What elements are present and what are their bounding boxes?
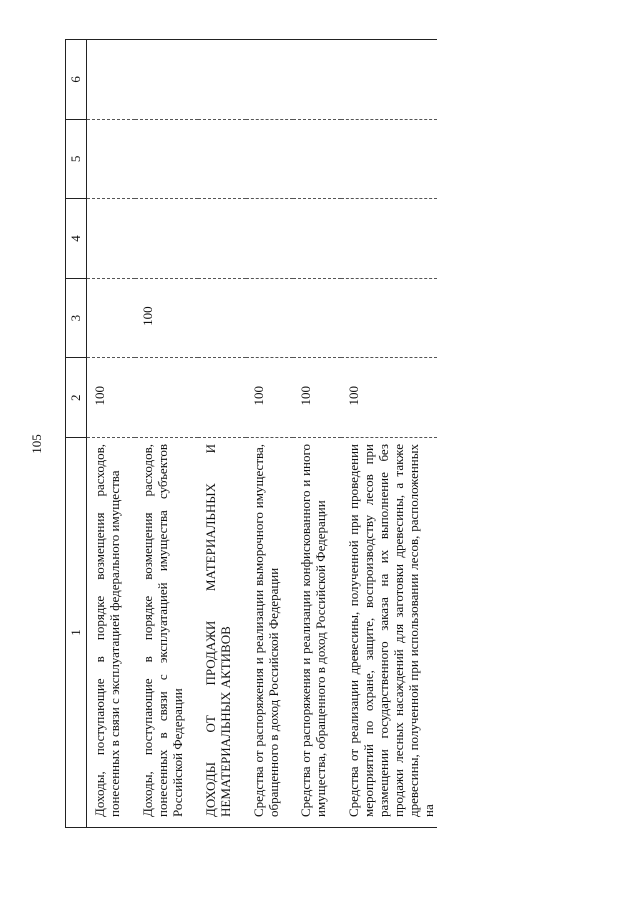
row-description: Доходы, поступающие в порядке возмещения расходов, понесенных в связи с эксплуатацией имущества субъектов Российской Федерации [135,438,198,828]
cell-value [198,278,246,358]
header-col-5: 5 [66,119,87,199]
cell-value [135,119,198,199]
cell-value [87,119,135,199]
header-col-2: 2 [66,358,87,438]
row-description: Доходы, поступающие в порядке возмещения расходов, понесенных в связи с эксплуатацией федерального имущества [87,438,135,828]
cell-value [198,40,246,120]
cell-value [87,278,135,358]
section-heading: ДОХОДЫ ОТ ПРОДАЖИ МАТЕРИАЛЬНЫХ И НЕМАТЕРИАЛЬНЫХ АКТИВОВ [198,438,246,828]
table-row [198,40,246,828]
table-row [87,40,135,828]
header-row [66,40,87,828]
cell-value [341,119,437,199]
cell-value: 100 [341,358,437,438]
rotated-content [65,40,640,828]
header-col-3: 3 [66,278,87,358]
cell-value [135,199,198,279]
cell-value [293,199,341,279]
header-col-4: 4 [66,199,87,279]
cell-value [87,40,135,120]
cell-value [293,119,341,199]
cell-value [135,358,198,438]
cell-value [135,40,198,120]
budget-table [65,39,437,828]
cell-value [87,199,135,279]
table-row [246,40,294,828]
page-number: 105 [29,434,44,454]
cell-value: 100 [87,358,135,438]
cell-value [246,278,294,358]
cell-value [246,199,294,279]
table-row [135,40,198,828]
cell-value [198,199,246,279]
cell-value [341,199,437,279]
header-col-6: 6 [66,40,87,120]
cell-value: 100 [293,358,341,438]
cell-value [246,40,294,120]
cell-value: 100 [246,358,294,438]
cell-value [341,278,437,358]
cell-value: 100 [135,278,198,358]
row-description: Средства от реализации древесины, полученной при проведении мероприятий по охране, защите, воспроизводству лесов при размещении государственного заказа на их выполнение без продажи лесных насаждений для заготовки древесины, а также древесины, полученной при использовании лесов, расположенных на [341,438,437,828]
table-row [293,40,341,828]
row-description: Средства от распоряжения и реализации выморочного имущества, обращенного в доход Российской Федерации [246,438,294,828]
header-col-1: 1 [66,438,87,828]
table-row [341,40,437,828]
cell-value [198,119,246,199]
row-description: Средства от распоряжения и реализации конфискованного и иного имущества, обращенного в доход Российской Федерации [293,438,341,828]
cell-value [293,278,341,358]
cell-value [246,119,294,199]
cell-value [341,40,437,120]
cell-value [293,40,341,120]
cell-value [198,358,246,438]
rotated-page [65,40,640,828]
